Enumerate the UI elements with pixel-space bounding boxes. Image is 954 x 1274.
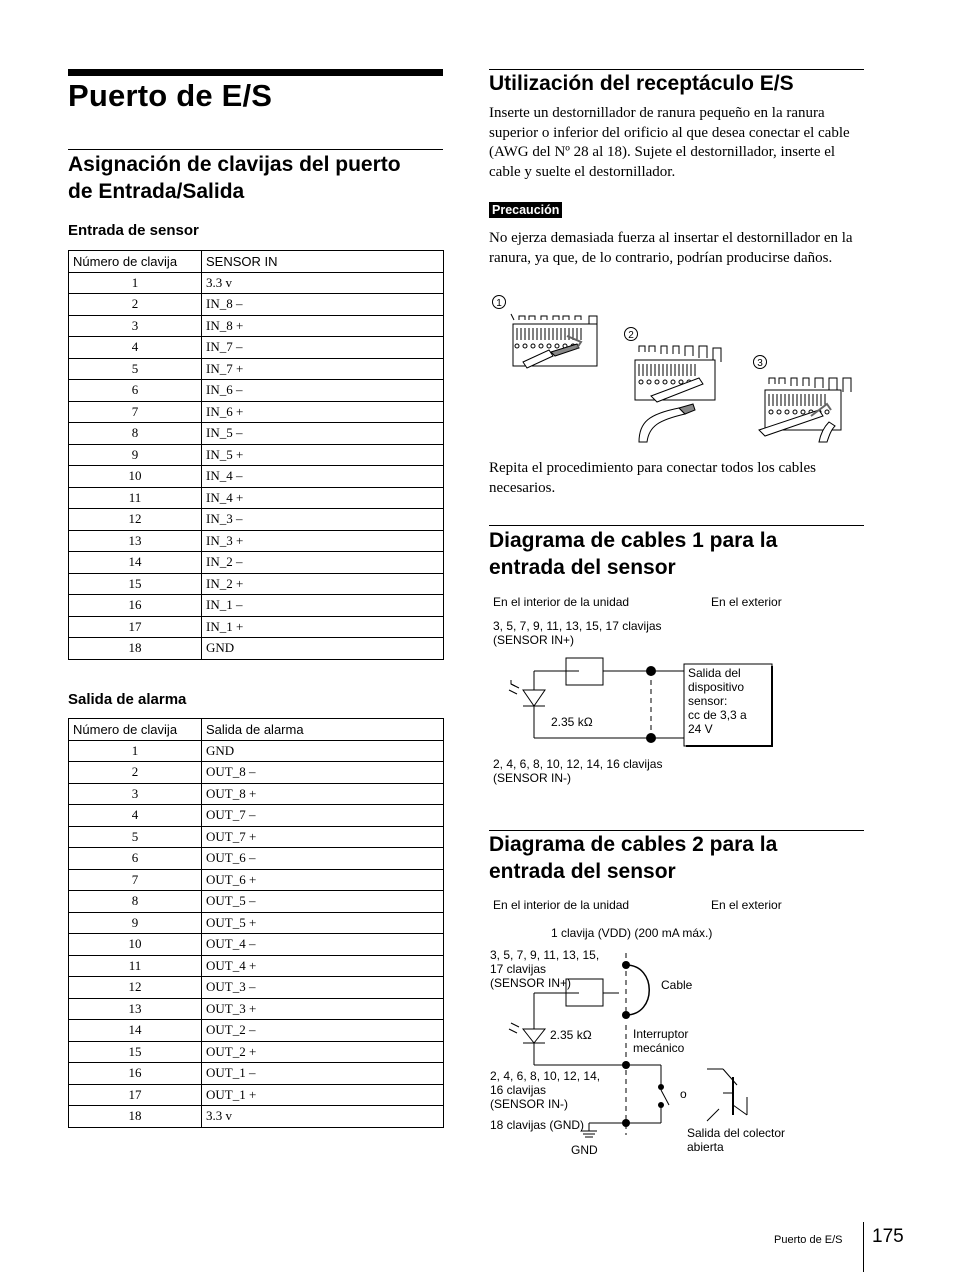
pin-number-cell: 11: [69, 955, 202, 977]
signal-cell: OUT_6 –: [202, 848, 444, 870]
inside-unit-label: En el interior de la unidad: [493, 595, 630, 609]
signal-cell: OUT_8 –: [202, 762, 444, 784]
table-row: [69, 509, 444, 531]
column-header: SENSOR IN: [202, 251, 444, 273]
pin-number-cell: 17: [69, 616, 202, 638]
vdd-pin-label: 1 clavija (VDD) (200 mA máx.): [551, 926, 713, 940]
receptacle-heading: Utilización del receptáculo E/S: [489, 72, 794, 95]
signal-cell: OUT_7 +: [202, 826, 444, 848]
pin-number-cell: 11: [69, 487, 202, 509]
pin-number-cell: 1: [69, 740, 202, 762]
mechanical-switch-label: Interruptor mecánico: [633, 1027, 689, 1055]
signal-cell: IN_5 +: [202, 444, 444, 466]
svg-text:3: 3: [757, 358, 763, 369]
table-row: [69, 740, 444, 762]
pin-number-cell: 10: [69, 466, 202, 488]
table-row: [69, 358, 444, 380]
column-header: Número de clavija: [69, 719, 202, 741]
inside-unit-label: En el interior de la unidad: [493, 898, 630, 912]
signal-cell: OUT_3 +: [202, 998, 444, 1020]
pin-number-cell: 18: [69, 638, 202, 660]
signal-cell: GND: [202, 740, 444, 762]
table-row: [69, 1020, 444, 1042]
signal-cell: IN_4 +: [202, 487, 444, 509]
signal-cell: IN_7 –: [202, 337, 444, 359]
title-bar: [68, 69, 443, 76]
table-row: [69, 466, 444, 488]
pin-number-cell: 4: [69, 805, 202, 827]
outside-label: En el exterior: [711, 898, 782, 912]
repeat-instructions: Repita el procedimiento para conectar todos los cables necesarios.: [489, 460, 816, 496]
pin-number-cell: 16: [69, 595, 202, 617]
terminal-dot: [622, 1061, 630, 1069]
pin-number-cell: 13: [69, 998, 202, 1020]
pin-number-cell: 9: [69, 912, 202, 934]
receptacle-body: Inserte un destornillador de ranura pequeño en la ranura superior o inferior del orificio al que desea conectar el cable (AWG del Nº 28 al 18). Sujete el destornillador, inserte el cable y suelte el destornillador.: [489, 105, 850, 181]
svg-text:1: 1: [496, 298, 502, 309]
signal-cell: IN_7 +: [202, 358, 444, 380]
terminal-dot: [622, 961, 630, 969]
table-row: [69, 552, 444, 574]
page-title: Puerto de E/S: [68, 78, 273, 113]
step-3-figure: [754, 356, 852, 443]
terminal-dot: [646, 733, 656, 743]
pin-number-cell: 3: [69, 315, 202, 337]
pin-number-cell: 15: [69, 573, 202, 595]
signal-cell: OUT_2 –: [202, 1020, 444, 1042]
signal-cell: OUT_3 –: [202, 977, 444, 999]
table-row: [69, 826, 444, 848]
terminal-dot: [622, 1119, 630, 1127]
table-row: [69, 487, 444, 509]
pin-number-cell: 1: [69, 272, 202, 294]
table-row: [69, 848, 444, 870]
table-header-row: [69, 251, 444, 273]
pin-number-cell: 16: [69, 1063, 202, 1085]
table-row: [69, 638, 444, 660]
signal-cell: IN_2 +: [202, 573, 444, 595]
table-row: [69, 616, 444, 638]
table-row: [69, 423, 444, 445]
signal-cell: 3.3 v: [202, 272, 444, 294]
pin-number-cell: 15: [69, 1041, 202, 1063]
pin-number-cell: 7: [69, 869, 202, 891]
table-row: [69, 783, 444, 805]
signal-cell: OUT_4 –: [202, 934, 444, 956]
resistor-value: 2.35 kΩ: [550, 1028, 592, 1042]
bottom-pins-label: 2, 4, 6, 8, 10, 12, 14, 16 clavijas (SENSOR IN-): [490, 1069, 601, 1111]
terminal-dot: [622, 1011, 630, 1019]
signal-cell: GND: [202, 638, 444, 660]
table-row: [69, 998, 444, 1020]
pin-number-cell: 9: [69, 444, 202, 466]
cable-label: Cable: [661, 978, 693, 992]
table-row: [69, 1041, 444, 1063]
signal-cell: OUT_4 +: [202, 955, 444, 977]
pin-number-cell: 4: [69, 337, 202, 359]
table-row: [69, 912, 444, 934]
table-row: [69, 315, 444, 337]
led-symbol: [523, 690, 545, 706]
table-row: [69, 573, 444, 595]
signal-cell: IN_8 +: [202, 315, 444, 337]
resistor-value: 2.35 kΩ: [551, 715, 593, 729]
signal-cell: IN_2 –: [202, 552, 444, 574]
table-row: [69, 1063, 444, 1085]
pin-number-cell: 14: [69, 1020, 202, 1042]
pin-number-cell: 17: [69, 1084, 202, 1106]
table-row: [69, 869, 444, 891]
pin-number-cell: 8: [69, 423, 202, 445]
table-row: [69, 1106, 444, 1128]
step-1-figure: [493, 296, 598, 369]
column-header: Salida de alarma: [202, 719, 444, 741]
caution-text: No ejerza demasiada fuerza al insertar el destornillador en la ranura, ya que, de lo contrario, podrían producirse daños.: [489, 230, 853, 266]
signal-cell: 3.3 v: [202, 1106, 444, 1128]
pin-number-cell: 2: [69, 762, 202, 784]
pin-number-cell: 6: [69, 848, 202, 870]
sensor-input-heading: Entrada de sensor: [68, 222, 199, 239]
pin-number-cell: 12: [69, 977, 202, 999]
alarm-output-table: [68, 718, 444, 1128]
table-row: [69, 380, 444, 402]
pin-number-cell: 7: [69, 401, 202, 423]
divider: [68, 149, 443, 150]
table-row: [69, 934, 444, 956]
table-row: [69, 337, 444, 359]
bottom-pins-label: 2, 4, 6, 8, 10, 12, 14, 16 clavijas (SENSOR IN-): [493, 757, 663, 785]
table-header-row: [69, 719, 444, 741]
signal-cell: OUT_8 +: [202, 783, 444, 805]
table-row: [69, 805, 444, 827]
table-row: [69, 977, 444, 999]
signal-cell: IN_3 +: [202, 530, 444, 552]
table-row: [69, 1084, 444, 1106]
table-row: [69, 294, 444, 316]
pin-number-cell: 10: [69, 934, 202, 956]
footer-divider: [863, 1222, 864, 1272]
table-row: [69, 762, 444, 784]
signal-cell: OUT_1 –: [202, 1063, 444, 1085]
sensor-input-table: [68, 250, 444, 660]
signal-cell: OUT_5 +: [202, 912, 444, 934]
divider: [489, 525, 864, 526]
pin-number-cell: 6: [69, 380, 202, 402]
table-row: [69, 530, 444, 552]
table-row: [69, 955, 444, 977]
step-2-figure: [625, 328, 722, 443]
outside-label: En el exterior: [711, 595, 782, 609]
section-heading-pin-assignment: Asignación de clavijas del puerto de Entrada/Salida: [68, 153, 401, 203]
pin-number-cell: 5: [69, 358, 202, 380]
signal-cell: OUT_6 +: [202, 869, 444, 891]
page-number: 175: [872, 1226, 904, 1247]
pin-number-cell: 3: [69, 783, 202, 805]
signal-cell: IN_1 +: [202, 616, 444, 638]
pin-number-cell: 12: [69, 509, 202, 531]
table-row: [69, 891, 444, 913]
footer-section-label: Puerto de E/S: [774, 1234, 843, 1246]
signal-cell: IN_1 –: [202, 595, 444, 617]
pin-number-cell: 14: [69, 552, 202, 574]
signal-cell: OUT_2 +: [202, 1041, 444, 1063]
signal-cell: IN_5 –: [202, 423, 444, 445]
caution-badge: Precaución: [489, 202, 562, 218]
gnd-label: GND: [571, 1143, 598, 1157]
pin-number-cell: 18: [69, 1106, 202, 1128]
diagram2-heading: Diagrama de cables 2 para la entrada del sensor: [489, 833, 778, 883]
switch-contact: [658, 1084, 664, 1090]
pin-number-cell: 13: [69, 530, 202, 552]
top-pins-label: 3, 5, 7, 9, 11, 13, 15, 17 clavijas (SENSOR IN+): [490, 948, 600, 990]
signal-cell: IN_8 –: [202, 294, 444, 316]
receptacle-illustration: [489, 292, 864, 444]
pin-number-cell: 5: [69, 826, 202, 848]
column-header: Número de clavija: [69, 251, 202, 273]
terminal-dot: [646, 666, 656, 676]
cable-loop: [626, 965, 649, 1015]
alarm-output-heading: Salida de alarma: [68, 691, 187, 708]
signal-cell: IN_3 –: [202, 509, 444, 531]
signal-cell: OUT_7 –: [202, 805, 444, 827]
signal-cell: IN_6 –: [202, 380, 444, 402]
svg-text:2: 2: [628, 330, 634, 341]
diagram1-heading: Diagrama de cables 1 para la entrada del sensor: [489, 529, 778, 579]
signal-cell: OUT_5 –: [202, 891, 444, 913]
sensor-device-label: Salida del dispositivo sensor: cc de 3,3 a 24 V: [688, 666, 747, 736]
pin-number-cell: 2: [69, 294, 202, 316]
table-row: [69, 272, 444, 294]
signal-cell: OUT_1 +: [202, 1084, 444, 1106]
top-pins-label: 3, 5, 7, 9, 11, 13, 15, 17 clavijas (SENSOR IN+): [493, 619, 662, 647]
switch-contact: [658, 1102, 664, 1108]
led-symbol: [523, 1029, 545, 1043]
pin-number-cell: 8: [69, 891, 202, 913]
signal-cell: IN_4 –: [202, 466, 444, 488]
or-label: o: [680, 1087, 687, 1101]
table-row: [69, 444, 444, 466]
signal-cell: IN_6 +: [202, 401, 444, 423]
table-row: [69, 401, 444, 423]
open-collector-label: Salida del colector abierta: [687, 1126, 786, 1154]
gnd-pins-label: 18 clavijas (GND): [490, 1118, 585, 1132]
table-row: [69, 595, 444, 617]
